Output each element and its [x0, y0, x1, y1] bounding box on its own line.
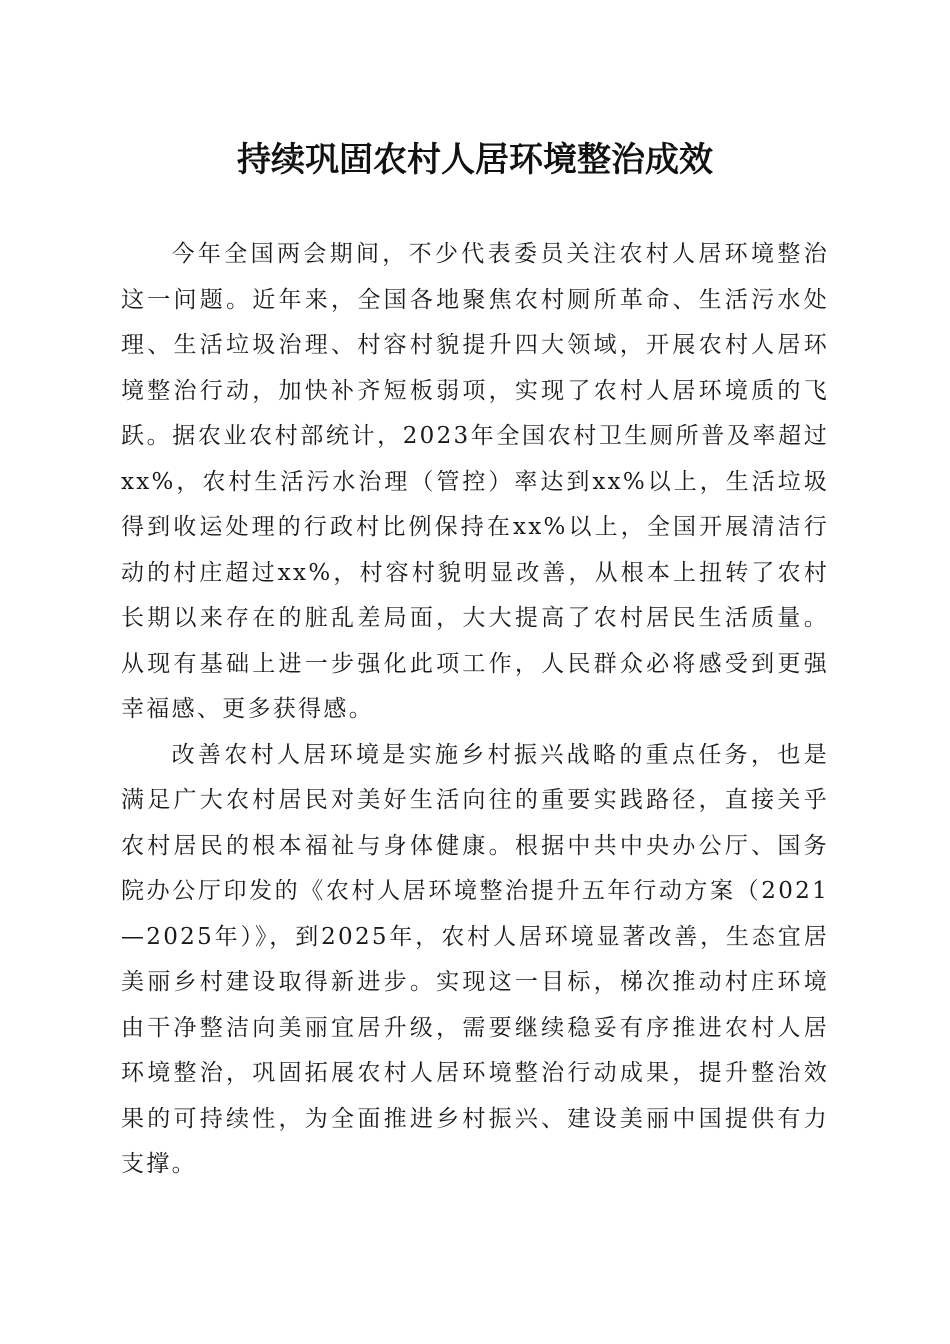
paragraph-2: 改善农村人居环境是实施乡村振兴战略的重点任务，也是满足广大农村居民对美好生活向往的重要实践路径，直接关乎农村居民的根本福祉与身体健康。根据中共中央办公厅、国务院办公厅印发的《农村人居环境整治提升五年行动方案（2021—2025年）》，到2025年，农村人居环境显著改善，生态宜居美丽乡村建设取得新进步。实现这一目标，梯次推动村庄环境由干净整洁向美丽宜居升级，需要继续稳妥有序推进农村人居环境整治，巩固拓展农村人居环境整治行动成果，提升整治效果的可持续性，为全面推进乡村振兴、建设美丽中国提供有力支撑。 — [121, 741, 829, 1177]
document-title: 持续巩固农村人居环境整治成效 — [237, 140, 713, 180]
paragraph-1: 今年全国两会期间，不少代表委员关注农村人居环境整治这一问题。近年来，全国各地聚焦农村厕所革命、生活污水处理、生活垃圾治理、村容村貌提升四大领域，开展农村人居环境整治行动，加快补齐短板弱项，实现了农村人居环境质的飞跃。据农业农村部统计，2023年全国农村卫生厕所普及率超过xx%，农村生活污水治理（管控）率达到xx%以上，生活垃圾得到收运处理的行政村比例保持在xx%以上，全国开展清洁行动的村庄超过xx%，村容村貌明显改善，从根本上扭转了农村长期以来存在的脏乱差局面，大大提高了农村居民生活质量。从现有基础上进一步强化此项工作，人民群众必将感受到更强幸福感、更多获得感。 — [121, 241, 829, 722]
document-body — [121, 232, 829, 1188]
